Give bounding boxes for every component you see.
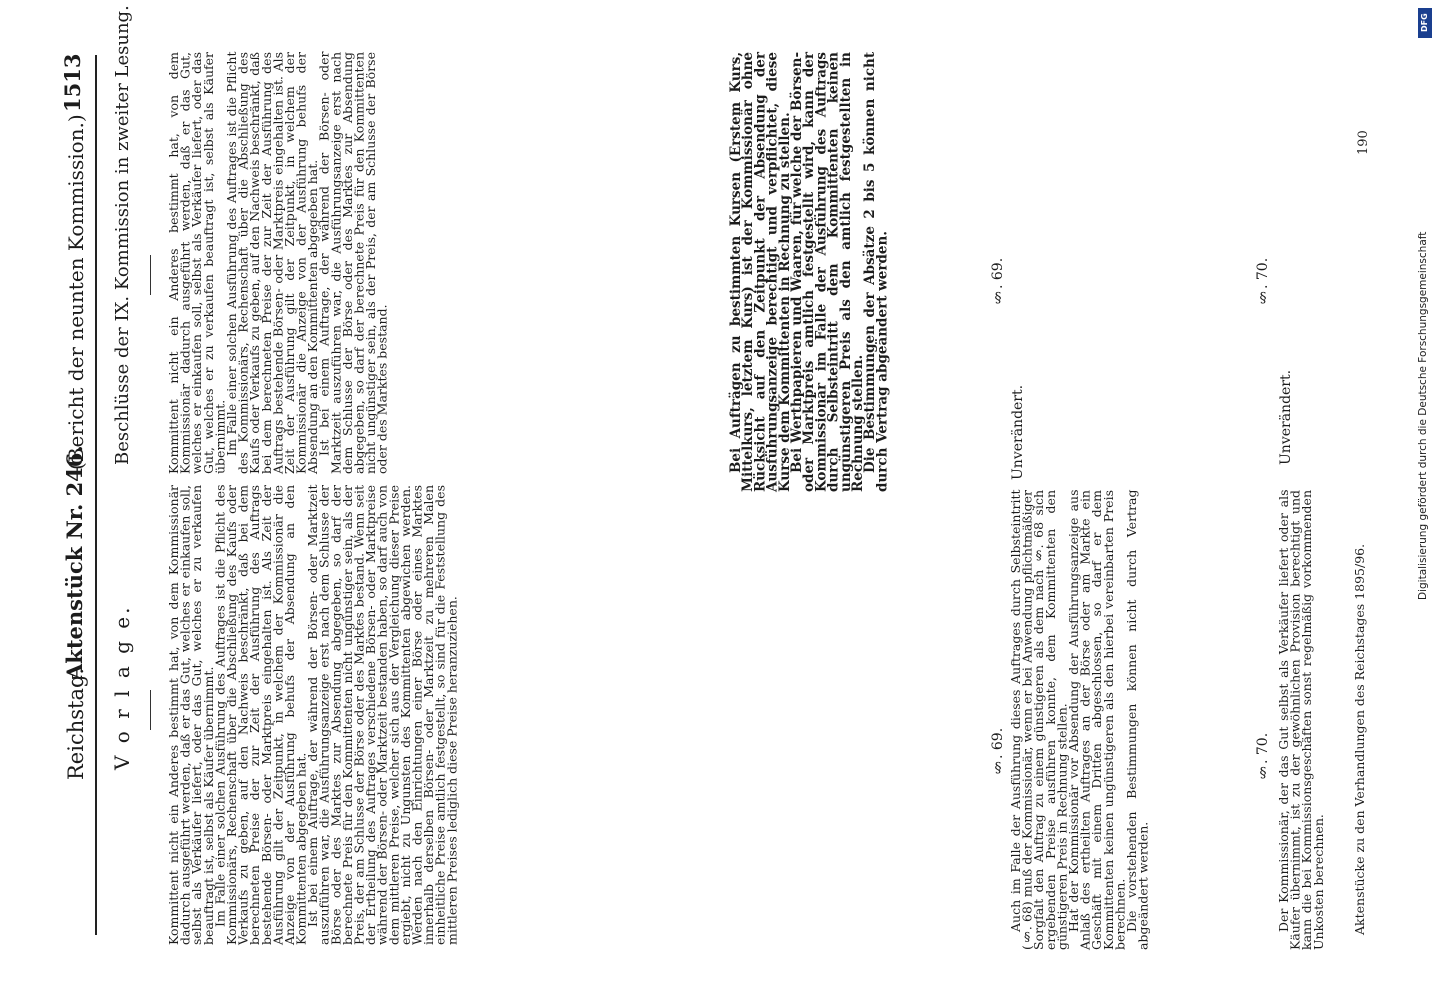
sheet-number: 190	[1356, 130, 1371, 155]
left-section-70-title: §. 70.	[1255, 732, 1271, 780]
right-bold-paragraph-3: Die Bestimmungen der Absätze 2 bis 5 können nicht durch Vertrag abgeändert werden.	[862, 52, 891, 492]
dfg-logo-text: DFG	[1420, 13, 1429, 33]
page-number: 1513	[60, 53, 85, 112]
header-right: (Bericht der neunten Kommission.)	[64, 114, 88, 470]
header-left: Reichstag.	[64, 667, 88, 780]
right-section-69-text: Unverändert.	[1010, 384, 1026, 480]
left-section-69-paragraph-3: Die vorstehenden Bestimmungen können nicht durch Vertrag abgeändert werden.	[1123, 490, 1151, 950]
left-section-69-title: §. 69.	[990, 727, 1006, 775]
side-note: Digitalisierung gefördert durch die Deutsche Forschungsgemeinschaft	[1417, 231, 1429, 600]
left-section-70-paragraph-1: Der Kommissionär, der das Gut selbst als Verkäufer liefert oder als Käufer übernimmt, ist zu der gewöhnlichen Provision berechtigt und kann die bei Kommissionsgeschäften sonst regelmäßig vorkommenden Unkosten berechnen.	[1276, 490, 1326, 950]
right-section-70-text: Unverändert.	[1278, 369, 1294, 465]
left-footer: Aktenstücke zu den Verhandlungen des Reichstages 1895/96.	[1352, 543, 1367, 935]
right-bold-body	[730, 52, 990, 492]
left-section-69-paragraph-1: Auch im Falle der Ausführung dieses Auftrages durch Selbsteintritt (§. 68) muß der Kommissionär, wenn er bei Anwendung pflichtmäßiger Sorgfalt den Auftrag zu einem günstigeren als dem nach §. 68 sich ergebenden Preise ausführen konnte, dem Kommittenten den günstigeren Preis in Rechnung stellen.	[1008, 490, 1070, 950]
right-paragraph-2: Im Falle einer solchen Ausführung des Auftrages ist die Pflicht des Kommissionärs, Rechenschaft über die Abschließung des Kaufs oder Verkaufs zu geben, auf den Nachweis beschränkt, daß bei dem berechneten Preise der zur Zeit der Ausführung des Auftrags bestehende Börsen- oder Marktpreis eingehalten ist. Als Zeit der Ausführung gilt der Zeitpunkt, in welchem der Kommissionär die Anzeige von der Ausführung behufs der Absendung an den Kommittenten abgegeben hat.	[223, 52, 321, 474]
right-bold-paragraph-2: Bei Werthpapieren und Waaren, für welche der Börsen- oder Marktpreis amtlich festgestellt wird, kann der Kommissionär im Falle der Ausführung des Auftrags durch Selbsteintritt dem Kommittenten keinen ungünstigeren Preis als den amtlich festgestellten in Rechnung stellen.	[789, 52, 867, 492]
left-section-70-body	[1278, 490, 1340, 950]
right-section-69-title: §. 69.	[990, 257, 1006, 305]
right-paragraph-1: Kommittent nicht ein Anderes bestimmt hat, von dem Kommissionär dadurch ausgeführt werden, daß er das Gut, welches er einkaufen soll, selbst als Verkäufer liefert, oder das Gut, welches er zu verkaufen beauftragt ist, selbst als Käufer übernimmt.	[166, 52, 228, 474]
header-rule	[95, 55, 97, 935]
right-paragraph-3: Ist bei einem Auftrage, der während der Börsen- oder Marktzeit auszuführen war, die Ausführungsanzeige erst nach dem Schlusse der Börse oder des Marktes zur Absendung abgegeben, so darf der berechnete Preis für den Kommittenten nicht ungünstiger sein, als der Preis, der am Schlusse der Börse oder des Marktes bestand.	[316, 52, 390, 474]
left-paragraph-3: Ist bei einem Auftrage, der während der Börsen- oder Marktzeit auszuführen war, die Ausführungsanzeige erst nach dem Schlusse der Börse oder des Marktes zur Absendung abgegeben, so darf der berechnete Preis für den Kommittenten nicht ungünstiger sein, als der Preis, der am Schlusse der Börse oder des Marktes bestand. Wenn seit der Ertheilung des Auftrages verschiedene Börsen- oder Marktpreise während der Börsen- oder Marktzeit bestanden haben, so darf auch von dem mittleren Preise, welcher sich aus der Vergleichung dieser Preise ergiebt, nicht zu Ungunsten des Kommittenten abgewichen werden. Werden nach den Einrichtungen einer Börse oder eines Marktes innerhalb derselben Börsen- oder Marktzeit zu mehreren Malen einheitliche Preise amtlich festgestellt, so sind für die Feststellung des mittleren Preises lediglich diese Preise heranzuziehen.	[305, 485, 460, 945]
right-section-70-title: §. 70.	[1255, 257, 1271, 305]
left-section-69-body	[1010, 490, 1240, 950]
left-body	[168, 485, 728, 945]
left-column-heading: V o r l a g e.	[110, 604, 134, 770]
header-center: Aktenstück Nr. 246.	[62, 445, 87, 680]
dfg-logo	[1418, 8, 1432, 38]
right-bold-paragraph-1: Bei Aufträgen zu bestimmten Kursen (Erstem Kurs, Mittelkurs, letztem Kurs) ist der Kommissionär ohne Rücksicht auf den Zeitpunkt der Absendung der Ausführungsanzeige berechtigt und verpflichtet, diese Kurse dem Kommittenten in Rechnung zu stellen.	[728, 52, 793, 492]
right-column-heading: Beschlüsse der IX. Kommission in zweiter Lesung.	[112, 5, 133, 465]
right-heading-rule	[150, 255, 151, 295]
left-paragraph-1: Kommittent nicht ein Anderes bestimmt hat, von dem Kommissionär dadurch ausgeführt werden, daß er das Gut, welches er einkaufen soll, selbst als Verkäufer liefert, oder das Gut, welches er zu verkaufen beauftragt ist, selbst als Käufer übernimmt.	[166, 485, 216, 945]
right-body	[168, 52, 538, 474]
left-paragraph-2: Im Falle einer solchen Ausführung des Auftrages ist die Pflicht des Kommissionärs, Rechenschaft über die Abschließung des Kaufs oder Verkaufs zu geben, auf den Nachweis beschränkt, daß bei dem berechneten Preise der zur Zeit der Ausführung des Auftrags bestehende Börsen- oder Marktpreis eingehalten ist. Als Zeit der Ausführung gilt der Zeitpunkt, in welchem der Kommissionär die Anzeige von der Ausführung behufs der Absendung an den Kommittenten abgegeben hat.	[212, 485, 309, 945]
left-heading-rule	[150, 690, 151, 730]
left-section-69-paragraph-2: Hat der Kommissionär vor Absendung der Ausführungsanzeige aus Anlaß des ertheilten Auftrages an der Börse oder am Markte ein Geschäft mit einem Dritten abgeschlossen, so darf er dem Kommittenten keinen ungünstigeren als den hierbei vereinbarten Preis berechnen.	[1065, 490, 1128, 950]
